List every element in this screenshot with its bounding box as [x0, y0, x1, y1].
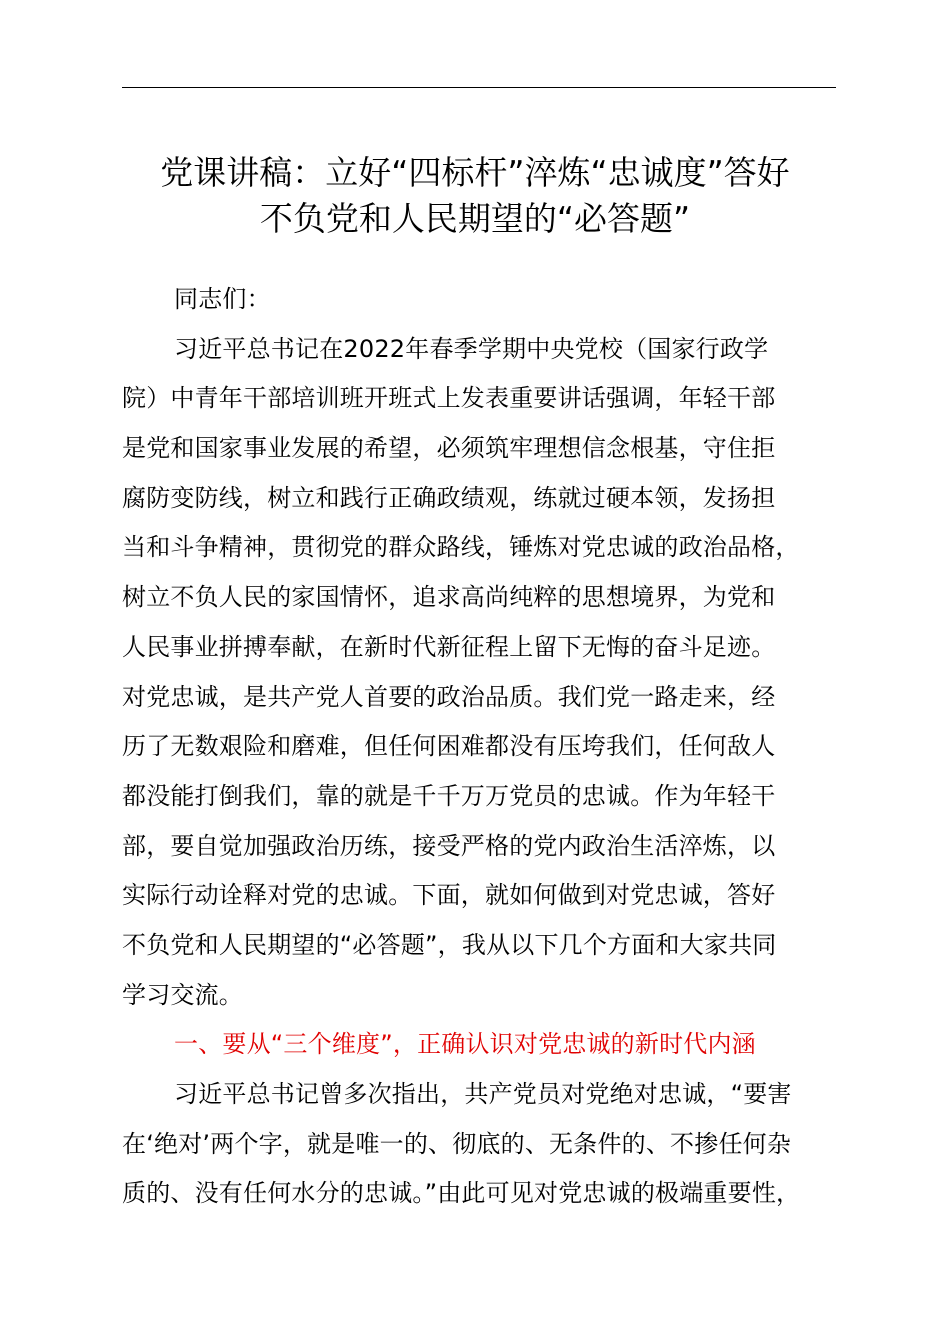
paragraph1-line: 习近平总书记在2022年春季学期中央党校（国家行政学 [174, 334, 769, 363]
paragraph1-line: 人民事业拼搏奉献，在新时代新征程上留下无悔的奋斗足迹。 [122, 632, 776, 661]
paragraph2-line: 在‘绝对’两个字，就是唯一的、彻底的、无条件的、不掺任何杂 [122, 1129, 792, 1158]
paragraph1-line: 不负党和人民期望的“必答题”，我从以下几个方面和大家共同 [122, 930, 777, 959]
paragraph1-line: 是党和国家事业发展的希望，必须筑牢理想信念根基，守住拒 [122, 434, 776, 463]
document-title [100, 150, 850, 242]
paragraph2-line: 习近平总书记曾多次指出，共产党员对党绝对忠诚，“要害 [174, 1080, 792, 1108]
document-body [122, 275, 838, 1219]
paragraph1-line: 部，要自觉加强政治历练，接受严格的党内政治生活淬炼，以 [122, 831, 776, 860]
paragraph1-line: 院）中青年干部培训班开班式上发表重要讲话强调，年轻干部 [122, 384, 776, 413]
salutation: 同志们： [174, 285, 271, 313]
title-line-2: 不负党和人民期望的“必答题” [259, 199, 691, 238]
paragraph1-line: 树立不负人民的家国情怀，追求高尚纯粹的思想境界，为党和 [122, 583, 776, 612]
section1-heading: 一、要从“三个维度”，正确认识对党忠诚的新时代内涵 [174, 1030, 756, 1059]
title-line-1: 党课讲稿：立好“四标杆”淬炼“忠诚度”答好 [160, 153, 790, 192]
paragraph1-line: 学习交流。 [122, 980, 243, 1009]
paragraph1-line: 对党忠诚，是共产党人首要的政治品质。我们党一路走来，经 [122, 682, 776, 711]
header-rule [122, 87, 836, 88]
paragraph2-line: 质的、没有任何水分的忠诚。”由此可见对党忠诚的极端重要性， [122, 1179, 801, 1208]
paragraph1-line: 当和斗争精神，贯彻党的群众路线，锤炼对党忠诚的政治品格， [122, 533, 800, 562]
paragraph1-line: 腐防变防线，树立和践行正确政绩观，练就过硬本领，发扬担 [122, 483, 776, 512]
paragraph1-line: 实际行动诠释对党的忠诚。下面，就如何做到对党忠诚，答好 [122, 881, 776, 910]
paragraph1-line: 历了无数艰险和磨难，但任何困难都没有压垮我们，任何敌人 [122, 732, 776, 761]
paragraph1-line: 都没能打倒我们，靠的就是千千万万党员的忠诚。作为年轻干 [122, 781, 776, 810]
